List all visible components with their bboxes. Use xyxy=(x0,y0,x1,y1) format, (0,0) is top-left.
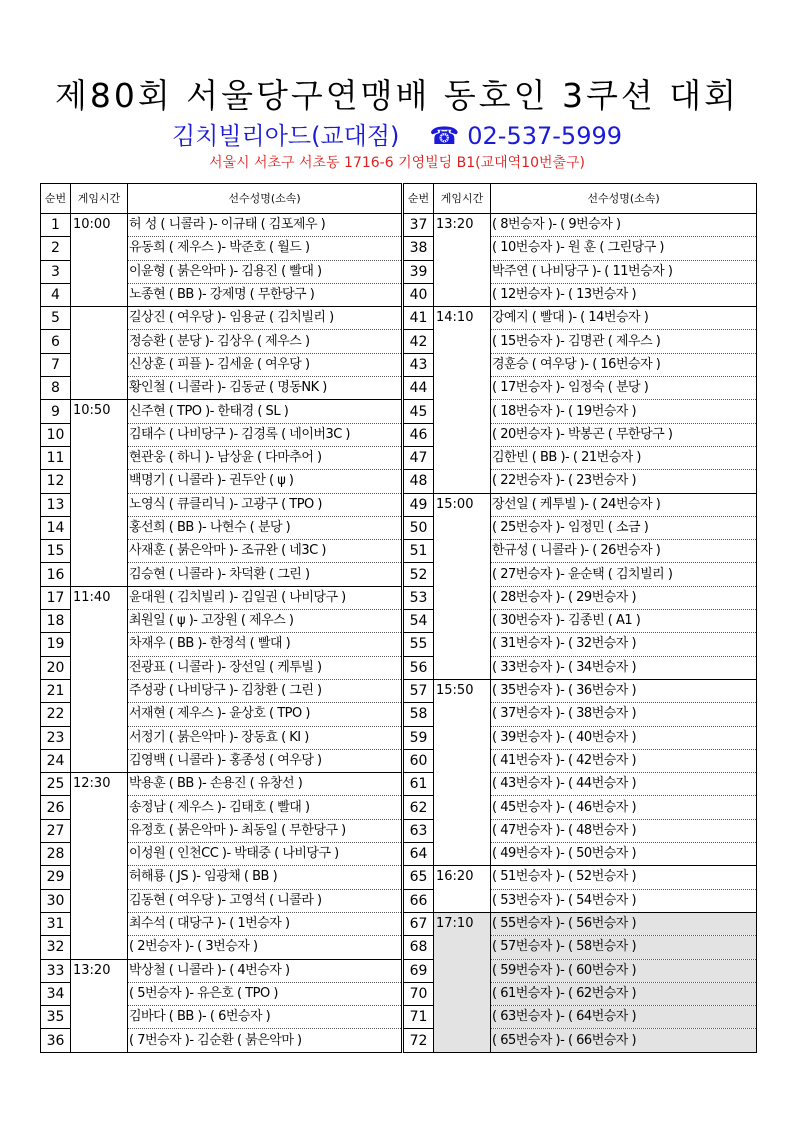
match-number: 46 xyxy=(404,423,434,446)
header-players: 선수성명(소속) xyxy=(491,184,757,214)
match-players: ( 31번승자 )- ( 32번승자 ) xyxy=(491,633,757,656)
match-number: 40 xyxy=(404,283,434,306)
page-title: 제80회 서울당구연맹배 동호인 3쿠션 대회 xyxy=(55,76,739,115)
match-players: ( 10번승자 )- 원 훈 ( 그린당구 ) xyxy=(491,237,757,260)
match-number: 69 xyxy=(404,959,434,982)
match-players: ( 25번승자 )- 임정민 ( 소금 ) xyxy=(491,516,757,539)
match-players: 박상철 ( 니콜라 )- ( 4번승자 ) xyxy=(128,959,402,982)
match-number: 49 xyxy=(404,493,434,516)
match-number: 56 xyxy=(404,656,434,679)
header-no: 순번 xyxy=(404,184,434,214)
match-number: 65 xyxy=(404,866,434,889)
match-players: ( 35번승자 )- ( 36번승자 ) xyxy=(491,679,757,702)
match-number: 26 xyxy=(41,796,71,819)
match-players: 김태수 ( 나비당구 )- 김경록 ( 네이버3C ) xyxy=(128,423,402,446)
match-players: ( 43번승자 )- ( 44번승자 ) xyxy=(491,773,757,796)
match-players: ( 12번승자 )- ( 13번승자 ) xyxy=(491,283,757,306)
match-players: 백명기 ( 니콜라 )- 권두안 ( ψ ) xyxy=(128,470,402,493)
match-players: 신주현 ( TPO )- 한태경 ( SL ) xyxy=(128,400,402,423)
match-number: 35 xyxy=(41,1006,71,1029)
match-players: ( 61번승자 )- ( 62번승자 ) xyxy=(491,982,757,1005)
match-number: 57 xyxy=(404,679,434,702)
match-players: 한규성 ( 니콜라 )- ( 26번승자 ) xyxy=(491,540,757,563)
match-players: ( 7번승자 )- 김순환 ( 붉은악마 ) xyxy=(128,1029,402,1052)
match-number: 8 xyxy=(41,377,71,400)
match-number: 62 xyxy=(404,796,434,819)
match-number: 19 xyxy=(41,633,71,656)
match-number: 68 xyxy=(404,936,434,959)
match-players: 최원일 ( ψ )- 고장원 ( 제우스 ) xyxy=(128,610,402,633)
match-number: 21 xyxy=(41,679,71,702)
match-number: 58 xyxy=(404,703,434,726)
game-time: 10:50 xyxy=(71,400,128,586)
match-number: 51 xyxy=(404,540,434,563)
game-time: 13:20 xyxy=(71,959,128,1052)
match-players: 서정기 ( 붉은악마 )- 장동효 ( KI ) xyxy=(128,726,402,749)
match-number: 66 xyxy=(404,889,434,912)
match-number: 18 xyxy=(41,610,71,633)
match-number: 43 xyxy=(404,353,434,376)
match-players: 윤대원 ( 김치빌리 )- 김일권 ( 나비당구 ) xyxy=(128,586,402,609)
table-row xyxy=(41,307,402,330)
match-players: ( 15번승자 )- 김명관 ( 제우스 ) xyxy=(491,330,757,353)
match-number: 7 xyxy=(41,353,71,376)
match-number: 20 xyxy=(41,656,71,679)
game-time: 17:10 xyxy=(434,912,491,1052)
match-number: 70 xyxy=(404,982,434,1005)
match-players: 유정호 ( 붉은악마 )- 최동일 ( 무한당구 ) xyxy=(128,819,402,842)
match-number: 44 xyxy=(404,377,434,400)
match-players: ( 39번승자 )- ( 40번승자 ) xyxy=(491,726,757,749)
match-players: ( 49번승자 )- ( 50번승자 ) xyxy=(491,843,757,866)
table-row xyxy=(41,586,402,609)
match-players: 장선일 ( 케투빌 )- ( 24번승자 ) xyxy=(491,493,757,516)
match-number: 52 xyxy=(404,563,434,586)
match-players: ( 57번승자 )- ( 58번승자 ) xyxy=(491,936,757,959)
match-players: ( 30번승자 )- 김종빈 ( A1 ) xyxy=(491,610,757,633)
match-number: 6 xyxy=(41,330,71,353)
match-players: ( 18번승자 )- ( 19번승자 ) xyxy=(491,400,757,423)
match-number: 4 xyxy=(41,283,71,306)
match-players: ( 37번승자 )- ( 38번승자 ) xyxy=(491,703,757,726)
match-players: ( 47번승자 )- ( 48번승자 ) xyxy=(491,819,757,842)
match-players: ( 5번승자 )- 유은호 ( TPO ) xyxy=(128,982,402,1005)
match-number: 15 xyxy=(41,540,71,563)
game-time: 15:00 xyxy=(434,493,491,679)
match-number: 32 xyxy=(41,936,71,959)
match-number: 31 xyxy=(41,912,71,935)
header-no: 순번 xyxy=(41,184,71,214)
match-players: 유동희 ( 제우스 )- 박준호 ( 월드 ) xyxy=(128,237,402,260)
match-number: 72 xyxy=(404,1029,434,1052)
table-row xyxy=(404,866,757,889)
match-number: 37 xyxy=(404,214,434,237)
match-number: 53 xyxy=(404,586,434,609)
table-row xyxy=(404,214,757,237)
match-number: 12 xyxy=(41,470,71,493)
match-players: ( 55번승자 )- ( 56번승자 ) xyxy=(491,912,757,935)
match-number: 63 xyxy=(404,819,434,842)
match-number: 50 xyxy=(404,516,434,539)
game-time: 15:50 xyxy=(434,679,491,865)
match-number: 59 xyxy=(404,726,434,749)
match-players: 주성광 ( 나비당구 )- 김창환 ( 그린 ) xyxy=(128,679,402,702)
match-players: 김바다 ( BB )- ( 6번승자 ) xyxy=(128,1006,402,1029)
match-number: 39 xyxy=(404,260,434,283)
match-players: ( 33번승자 )- ( 34번승자 ) xyxy=(491,656,757,679)
match-players: 사재훈 ( 붉은악마 )- 조규완 ( 네3C ) xyxy=(128,540,402,563)
match-players: ( 59번승자 )- ( 60번승자 ) xyxy=(491,959,757,982)
match-players: 길상진 ( 여우당 )- 임용균 ( 김치빌리 ) xyxy=(128,307,402,330)
game-time: 14:10 xyxy=(434,307,491,493)
match-players: 최수석 ( 대당구 )- ( 1번승자 ) xyxy=(128,912,402,935)
match-players: ( 65번승자 )- ( 66번승자 ) xyxy=(491,1029,757,1052)
match-players: 노영식 ( 큐클리닉 )- 고광구 ( TPO ) xyxy=(128,493,402,516)
schedule-table-right xyxy=(403,183,757,1053)
match-players: 박주연 ( 나비당구 )- ( 11번승자 ) xyxy=(491,260,757,283)
match-number: 54 xyxy=(404,610,434,633)
game-time xyxy=(71,307,128,400)
match-players: 강예지 ( 빨대 )- ( 14번승자 ) xyxy=(491,307,757,330)
match-number: 41 xyxy=(404,307,434,330)
match-players: ( 22번승자 )- ( 23번승자 ) xyxy=(491,470,757,493)
table-row xyxy=(404,493,757,516)
match-number: 5 xyxy=(41,307,71,330)
match-number: 2 xyxy=(41,237,71,260)
match-number: 16 xyxy=(41,563,71,586)
match-number: 17 xyxy=(41,586,71,609)
match-number: 47 xyxy=(404,446,434,469)
table-row xyxy=(41,959,402,982)
match-number: 55 xyxy=(404,633,434,656)
match-number: 11 xyxy=(41,446,71,469)
venue-name: 김치빌리아드(교대점) xyxy=(171,122,400,150)
match-number: 1 xyxy=(41,214,71,237)
match-number: 14 xyxy=(41,516,71,539)
venue-phone: 02-537-5999 xyxy=(467,122,623,150)
match-players: ( 53번승자 )- ( 54번승자 ) xyxy=(491,889,757,912)
match-number: 23 xyxy=(41,726,71,749)
match-players: ( 51번승자 )- ( 52번승자 ) xyxy=(491,866,757,889)
match-players: 차재우 ( BB )- 한정석 ( 빨대 ) xyxy=(128,633,402,656)
game-time: 16:20 xyxy=(434,866,491,913)
match-players: 홍선희 ( BB )- 나현수 ( 분당 ) xyxy=(128,516,402,539)
match-number: 64 xyxy=(404,843,434,866)
match-players: 이성원 ( 인천CC )- 박태중 ( 나비당구 ) xyxy=(128,843,402,866)
match-players: 김영백 ( 니콜라 )- 홍종성 ( 여우당 ) xyxy=(128,749,402,772)
table-row xyxy=(41,214,402,237)
match-players: ( 41번승자 )- ( 42번승자 ) xyxy=(491,749,757,772)
match-number: 38 xyxy=(404,237,434,260)
match-number: 48 xyxy=(404,470,434,493)
match-number: 42 xyxy=(404,330,434,353)
game-time: 11:40 xyxy=(71,586,128,772)
match-number: 34 xyxy=(41,982,71,1005)
match-number: 61 xyxy=(404,773,434,796)
match-players: ( 28번승자 )- ( 29번승자 ) xyxy=(491,586,757,609)
match-number: 24 xyxy=(41,749,71,772)
match-players: 송정남 ( 제우스 )- 김태호 ( 빨대 ) xyxy=(128,796,402,819)
match-number: 71 xyxy=(404,1006,434,1029)
match-number: 13 xyxy=(41,493,71,516)
header-time: 게임시간 xyxy=(71,184,128,214)
match-number: 10 xyxy=(41,423,71,446)
match-players: 박용훈 ( BB )- 손용진 ( 유창선 ) xyxy=(128,773,402,796)
match-players: 경훈승 ( 여우당 )- ( 16번승자 ) xyxy=(491,353,757,376)
match-players: 노종현 ( BB )- 강제명 ( 무한당구 ) xyxy=(128,283,402,306)
table-row xyxy=(41,400,402,423)
table-row xyxy=(41,773,402,796)
match-players: 황인철 ( 니콜라 )- 김동균 ( 명동NK ) xyxy=(128,377,402,400)
match-players: ( 27번승자 )- 윤순택 ( 김치빌리 ) xyxy=(491,563,757,586)
schedule-table-left xyxy=(40,183,402,1053)
match-number: 22 xyxy=(41,703,71,726)
match-number: 67 xyxy=(404,912,434,935)
match-players: ( 2번승자 )- ( 3번승자 ) xyxy=(128,936,402,959)
match-number: 60 xyxy=(404,749,434,772)
match-players: 허해룡 ( JS )- 임광채 ( BB ) xyxy=(128,866,402,889)
match-players: 김한빈 ( BB )- ( 21번승자 ) xyxy=(491,446,757,469)
match-players: 서재현 ( 제우스 )- 윤상호 ( TPO ) xyxy=(128,703,402,726)
match-number: 25 xyxy=(41,773,71,796)
match-players: ( 17번승자 )- 임정숙 ( 분당 ) xyxy=(491,377,757,400)
match-number: 45 xyxy=(404,400,434,423)
venue-address: 서울시 서초구 서초동 1716-6 기영빌딩 B1(교대역10번출구) xyxy=(208,155,586,171)
game-time: 12:30 xyxy=(71,773,128,959)
phone-icon: ☎ xyxy=(429,122,460,150)
match-players: 김동현 ( 여우당 )- 고영석 ( 니콜라 ) xyxy=(128,889,402,912)
table-row xyxy=(404,912,757,935)
header-players: 선수성명(소속) xyxy=(128,184,402,214)
match-players: ( 45번승자 )- ( 46번승자 ) xyxy=(491,796,757,819)
match-number: 28 xyxy=(41,843,71,866)
match-players: 이윤형 ( 붉은악마 )- 김용진 ( 빨대 ) xyxy=(128,260,402,283)
match-number: 9 xyxy=(41,400,71,423)
match-number: 27 xyxy=(41,819,71,842)
match-players: ( 8번승자 )- ( 9번승자 ) xyxy=(491,214,757,237)
game-time: 10:00 xyxy=(71,214,128,307)
match-players: 정승환 ( 분당 )- 김상우 ( 제우스 ) xyxy=(128,330,402,353)
match-number: 3 xyxy=(41,260,71,283)
match-number: 29 xyxy=(41,866,71,889)
match-number: 36 xyxy=(41,1029,71,1052)
match-players: ( 63번승자 )- ( 64번승자 ) xyxy=(491,1006,757,1029)
match-players: 김승현 ( 니콜라 )- 차덕환 ( 그린 ) xyxy=(128,563,402,586)
match-players: 허 성 ( 니콜라 )- 이규태 ( 김포제우 ) xyxy=(128,214,402,237)
match-number: 33 xyxy=(41,959,71,982)
venue-line xyxy=(0,116,794,151)
table-row xyxy=(404,679,757,702)
game-time: 13:20 xyxy=(434,214,491,307)
match-players: 전광표 ( 니콜라 )- 장선일 ( 케투빌 ) xyxy=(128,656,402,679)
match-players: 현관웅 ( 하니 )- 남상윤 ( 다마추어 ) xyxy=(128,446,402,469)
match-players: ( 20번승자 )- 박봉곤 ( 무한당구 ) xyxy=(491,423,757,446)
header-time: 게임시간 xyxy=(434,184,491,214)
match-players: 신상훈 ( 피플 )- 김세윤 ( 여우당 ) xyxy=(128,353,402,376)
match-number: 30 xyxy=(41,889,71,912)
table-row xyxy=(404,307,757,330)
